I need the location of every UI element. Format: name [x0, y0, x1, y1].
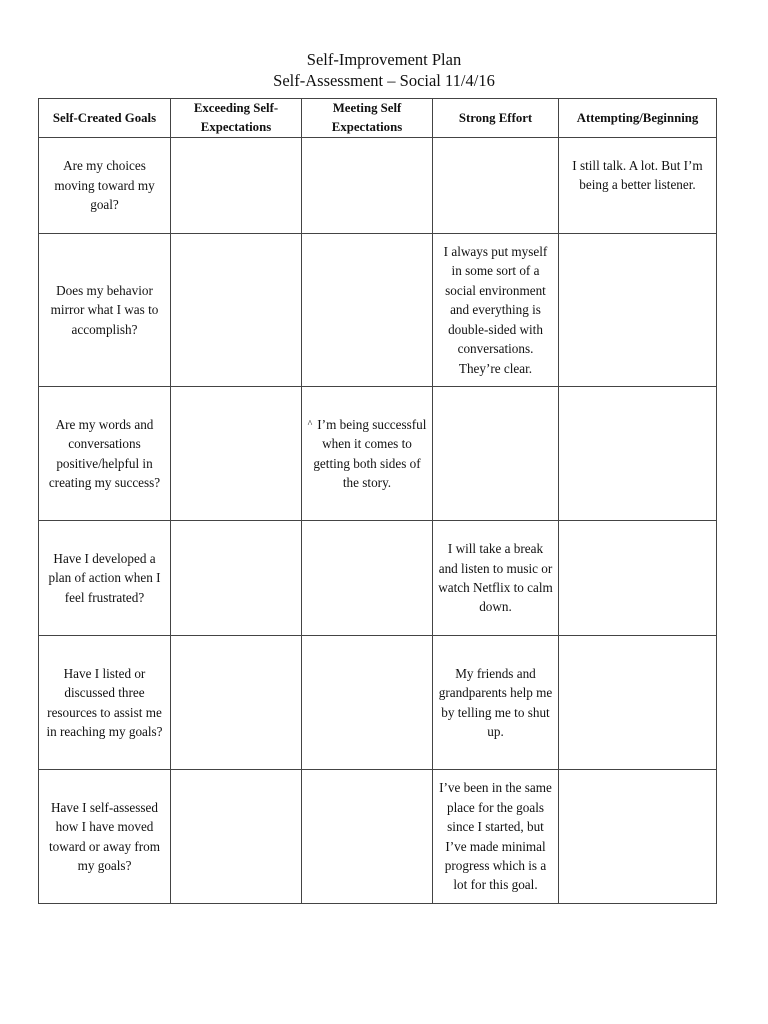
strong-effort-cell: I always put myself in some sort of a social environment and everything is double-sided with conversations. They’re clear. [433, 234, 559, 387]
table-row [39, 387, 717, 521]
attempting-cell [559, 234, 717, 387]
table-row [39, 138, 717, 234]
table-row [39, 521, 717, 636]
exceeding-cell [171, 387, 302, 521]
header-self-created-goals: Self-Created Goals [39, 99, 171, 138]
strong-effort-cell: I will take a break and listen to music or watch Netflix to calm down. [433, 521, 559, 636]
meeting-cell [302, 770, 433, 904]
exceeding-cell [171, 521, 302, 636]
strong-effort-cell: My friends and grandparents help me by telling me to shut up. [433, 636, 559, 770]
meeting-cell [302, 138, 433, 234]
document-subtitle: Self-Assessment – Social 11/4/16 [273, 71, 495, 90]
strong-effort-cell [433, 387, 559, 521]
self-assessment-table [38, 98, 717, 904]
exceeding-cell [171, 636, 302, 770]
attempting-cell [559, 387, 717, 521]
goal-cell: Have I listed or discussed three resources to assist me in reaching my goals? [39, 636, 171, 770]
header-meeting: Meeting Self Expectations [302, 99, 433, 138]
goal-cell: Are my choices moving toward my goal? [39, 138, 171, 234]
meeting-cell [302, 387, 433, 521]
attempting-cell [559, 636, 717, 770]
exceeding-cell [171, 138, 302, 234]
caret-mark: ^ [307, 418, 313, 430]
meeting-cell [302, 521, 433, 636]
meeting-cell [302, 636, 433, 770]
table-row [39, 770, 717, 904]
goal-cell: Have I self-assessed how I have moved toward or away from my goals? [39, 770, 171, 904]
header-attempting: Attempting/Beginning [559, 99, 717, 138]
strong-effort-cell [433, 138, 559, 234]
table-row [39, 234, 717, 387]
exceeding-cell [171, 234, 302, 387]
goal-cell: Have I developed a plan of action when I feel frustrated? [39, 521, 171, 636]
attempting-cell [559, 521, 717, 636]
document-header [0, 49, 768, 91]
meeting-cell [302, 234, 433, 387]
attempting-cell [559, 770, 717, 904]
strong-effort-cell: I’ve been in the same place for the goals since I started, but I’ve made minimal progress which is a lot for this goal. [433, 770, 559, 904]
attempting-cell: I still talk. A lot. But I’m being a better listener. [559, 138, 717, 234]
meeting-text: I’m being successful when it comes to getting both sides of the story. [313, 416, 427, 490]
goal-cell: Does my behavior mirror what I was to accomplish? [39, 234, 171, 387]
table-header-row [39, 99, 717, 138]
exceeding-cell [171, 770, 302, 904]
goal-cell: Are my words and conversations positive/helpful in creating my success? [39, 387, 171, 521]
header-strong-effort: Strong Effort [433, 99, 559, 138]
header-exceeding: Exceeding Self-Expectations [171, 99, 302, 138]
document-title: Self-Improvement Plan [306, 50, 462, 69]
table-row [39, 636, 717, 770]
